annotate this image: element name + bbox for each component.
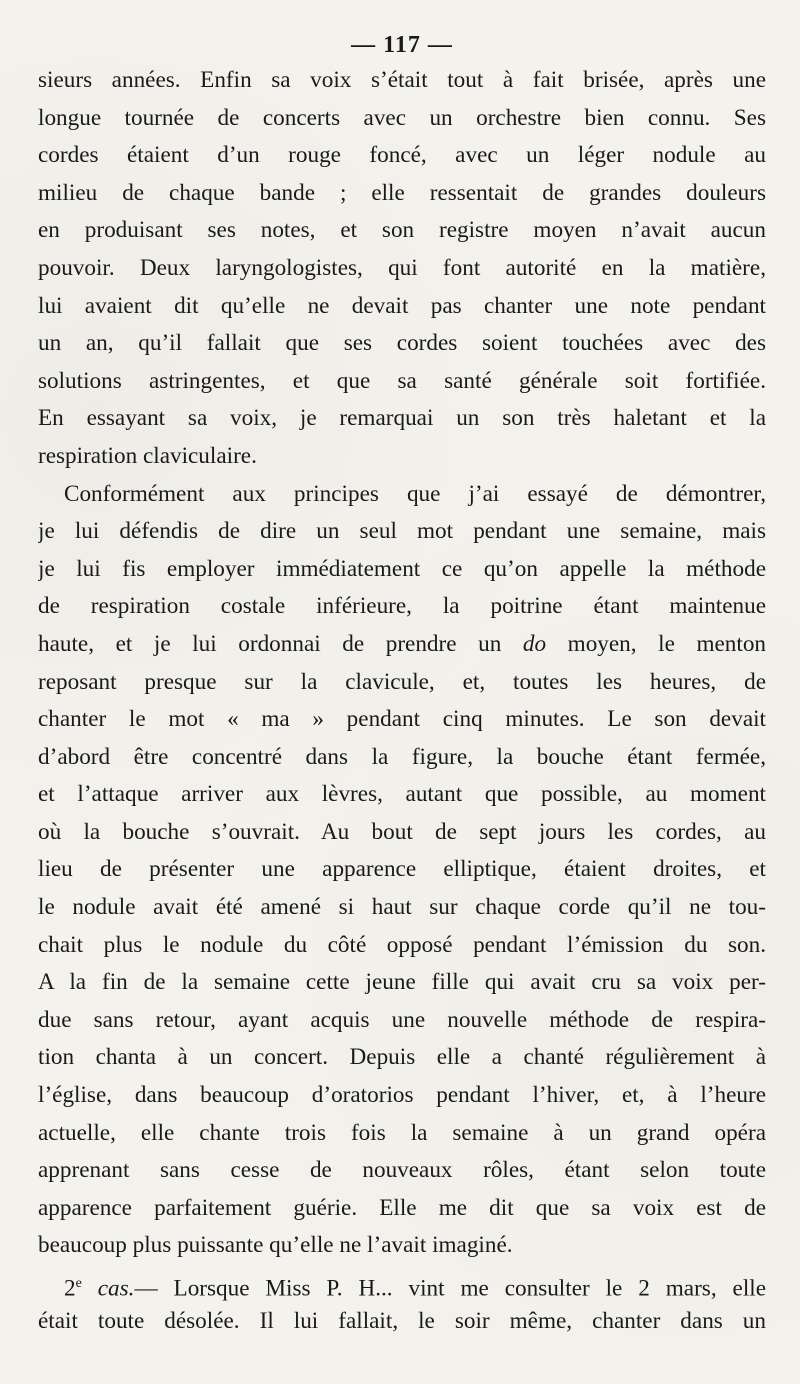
text-line: solutions astringentes, et que sa santé générale soit fortifiée. (38, 367, 766, 394)
text-line: d’abord être concentré dans la figure, la bouche étant fermée, (38, 743, 766, 770)
text-line: reposant presque sur la clavicule, et, toutes les heures, de (38, 668, 766, 695)
text-line: sieurs années. Enfin sa voix s’était tout à fait brisée, après une (38, 67, 766, 93)
page-number: — 117 — (351, 32, 453, 58)
text-line: beaucoup plus puissante qu’elle ne l’avait imaginé. (38, 1232, 513, 1259)
text-line: le nodule avait été amené si haut sur chaque corde qu’il ne tou- (38, 894, 766, 921)
case-number-superscript: e (75, 1276, 82, 1291)
text-line: je lui fis employer immédiatement ce qu’on appelle la méthode (38, 555, 766, 582)
text-line: respiration claviculaire. (38, 442, 257, 469)
text-line: était toute désolée. Il lui fallait, le soir même, chanter dans un (38, 1307, 766, 1334)
text-line: pouvoir. Deux laryngologistes, qui font autorité en la matière, (38, 254, 766, 281)
text-line: apparence parfaitement guérie. Elle me dit que sa voix est de (38, 1194, 766, 1221)
text-segment: moyen, le menton (567, 630, 766, 657)
text-line: chanter le mot « ma » pendant cinq minutes. Le son devait (38, 706, 766, 733)
text-line: l’église, dans beaucoup d’oratorios pendant l’hiver, et, à l’heure (38, 1082, 766, 1109)
paragraph-1 (38, 62, 766, 476)
text-line: Conformément aux principes que j’ai essayé de démontrer, (64, 480, 766, 507)
text-line: de respiration costale inférieure, la poitrine étant maintenue (38, 593, 766, 620)
text-line: cordes étaient d’un rouge foncé, avec un léger nodule au (38, 142, 766, 169)
paragraph-3 (38, 1265, 766, 1340)
text-line (38, 1265, 766, 1303)
text-line: tion chanta à un concert. Depuis elle a chanté régulièrement à (38, 1044, 766, 1071)
text-line: A la fin de la semaine cette jeune fille qui avait cru sa voix per- (38, 969, 766, 996)
text-line: où la bouche s’ouvrait. Au bout de sept jours les cordes, au (38, 818, 766, 845)
case-number: 2 (64, 1275, 76, 1302)
text-line: longue tournée de concerts avec un orchestre bien connu. Ses (38, 104, 766, 131)
text-line: en produisant ses notes, et son registre moyen n’avait aucun (38, 217, 766, 244)
text-line: lui avaient dit qu’elle ne devait pas chanter une note pendant (38, 292, 766, 319)
text-line: actuelle, elle chante trois fois la semaine à un grand opéra (38, 1119, 766, 1146)
text-segment: — Lorsque Miss P. H... vint me consulter le 2 mars, elle (134, 1275, 766, 1302)
text-line (38, 626, 766, 664)
paragraph-2 (38, 476, 766, 1265)
case-label: cas. (97, 1275, 135, 1302)
text-line: je lui défendis de dire un seul mot pendant une semaine, mais (38, 518, 766, 545)
text-line: chait plus le nodule du côté opposé pendant l’émission du son. (38, 931, 766, 958)
text-segment: haute, et je lui ordonnai de prendre un (38, 630, 502, 657)
italic-note-do: do (522, 630, 547, 657)
text-line: milieu de chaque bande ; elle ressentait de grandes douleurs (38, 179, 766, 206)
text-line: lieu de présenter une apparence elliptique, étaient droites, et (38, 856, 766, 883)
text-line: un an, qu’il fallait que ses cordes soient touchées avec des (38, 330, 766, 357)
text-line: et l’attaque arriver aux lèvres, autant que possible, au moment (38, 781, 766, 808)
text-line: En essayant sa voix, je remarquai un son très haletant et la (38, 405, 766, 432)
text-line: due sans retour, ayant acquis une nouvelle méthode de respira- (38, 1006, 766, 1033)
text-line: apprenant sans cesse de nouveaux rôles, étant selon toute (38, 1157, 766, 1184)
